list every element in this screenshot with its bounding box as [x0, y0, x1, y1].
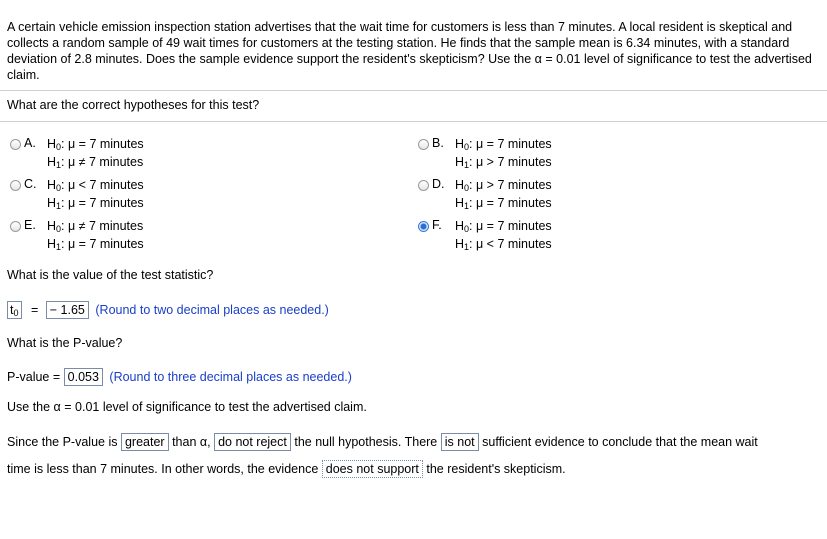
- conclusion-text: sufficient evidence to conclude that the mean wait: [482, 435, 758, 449]
- problem-statement: A certain vehicle emission inspection station advertises that the wait time for customers is less than 7 minutes. A local resident is skeptical and collects a random sample of 49 wait times for customers at the testing station. He finds that the sample mean is 6.34 minutes, with a standard deviation of 2.8 minutes. Does the sample evidence support the resident's skepticism? Use the α = 0.01 level of significance to test the advertised claim.: [7, 20, 812, 82]
- alternative-hypothesis: $H_1$: μ = 7 minutes: [47, 196, 144, 211]
- h-symbol: H: [455, 237, 465, 251]
- p-value-row: [7, 368, 352, 386]
- h-subscript: 0: [464, 224, 470, 234]
- question-test-statistic: What is the value of the test statistic?: [7, 268, 214, 282]
- option-hypotheses[interactable]: [47, 176, 144, 212]
- decision-dropdown[interactable]: do not reject: [214, 433, 291, 451]
- h-symbol: H: [455, 219, 465, 233]
- h-subscript: 0: [464, 183, 470, 193]
- t-symbol: t: [10, 303, 14, 317]
- h0-text: μ > 7 minutes: [476, 178, 552, 192]
- option-radio[interactable]: [10, 139, 21, 150]
- h1-text: μ = 7 minutes: [68, 237, 144, 251]
- alternative-hypothesis: $H_1$: μ < 7 minutes: [455, 237, 552, 252]
- h-symbol: H: [47, 137, 57, 151]
- option-letter: B.: [432, 136, 444, 150]
- conclusion-text: the resident's skepticism.: [426, 462, 566, 476]
- p-value-label: P-value =: [7, 370, 61, 384]
- question-significance: Use the α = 0.01 level of significance to test the advertised claim.: [7, 400, 367, 414]
- option-letter: E.: [24, 218, 36, 232]
- option-letter: A.: [24, 136, 36, 150]
- h-symbol: H: [455, 196, 465, 210]
- conclusion-line-2: [7, 460, 566, 478]
- null-hypothesis: $H_0$: μ = 7 minutes: [455, 137, 552, 152]
- conclusion-text: the null hypothesis. There: [294, 435, 438, 449]
- h-subscript: 1: [464, 242, 470, 252]
- h-symbol: H: [455, 137, 465, 151]
- option-hypotheses[interactable]: [455, 217, 552, 253]
- h1-text: μ > 7 minutes: [476, 155, 552, 169]
- conclusion-text: time is less than 7 minutes. In other words, the evidence: [7, 462, 319, 476]
- question-hypotheses: What are the correct hypotheses for this test?: [7, 98, 260, 112]
- option-radio[interactable]: [10, 221, 21, 232]
- option-letter: D.: [432, 177, 445, 191]
- h0-text: μ ≠ 7 minutes: [68, 219, 144, 233]
- divider: [0, 90, 827, 91]
- alternative-hypothesis: $H_1$: μ = 7 minutes: [455, 196, 552, 211]
- null-hypothesis: $H_0$: μ > 7 minutes: [455, 178, 552, 193]
- h-subscript: 1: [56, 160, 62, 170]
- conclusion-text: Since the P-value is: [7, 435, 118, 449]
- option-radio[interactable]: [418, 139, 429, 150]
- h-subscript: 1: [56, 201, 62, 211]
- option-radio[interactable]: [10, 180, 21, 191]
- p-value-hint: (Round to three decimal places as needed.): [109, 370, 352, 384]
- divider: [0, 121, 827, 122]
- alternative-hypothesis: $H_1$: μ ≠ 7 minutes: [47, 155, 144, 170]
- h0-text: μ = 7 minutes: [476, 137, 552, 151]
- option-hypotheses[interactable]: [455, 176, 552, 212]
- option-hypotheses[interactable]: [47, 135, 144, 171]
- t-subscript: 0: [13, 308, 19, 318]
- h-subscript: 0: [56, 224, 62, 234]
- option-hypotheses[interactable]: [455, 135, 552, 171]
- test-statistic-hint: (Round to two decimal places as needed.): [95, 303, 329, 317]
- h-subscript: 1: [464, 201, 470, 211]
- h-symbol: H: [47, 219, 57, 233]
- h1-text: μ = 7 minutes: [68, 196, 144, 210]
- p-value-input[interactable]: 0.053: [64, 368, 103, 386]
- test-statistic-symbol-box: [7, 301, 22, 319]
- alternative-hypothesis: $H_1$: μ > 7 minutes: [455, 155, 552, 170]
- h0-text: μ = 7 minutes: [476, 219, 552, 233]
- pvalue-comparison-dropdown[interactable]: greater: [121, 433, 169, 451]
- conclusion-text: than α,: [172, 435, 211, 449]
- test-statistic-row: [7, 301, 329, 319]
- null-hypothesis: $H_0$: μ < 7 minutes: [47, 178, 144, 193]
- question-p-value: What is the P-value?: [7, 336, 123, 350]
- h-subscript: 0: [464, 142, 470, 152]
- h1-text: μ < 7 minutes: [476, 237, 552, 251]
- option-letter: F.: [432, 218, 442, 232]
- null-hypothesis: $H_0$: μ ≠ 7 minutes: [47, 219, 144, 234]
- h-subscript: 1: [56, 242, 62, 252]
- evidence-dropdown[interactable]: is not: [441, 433, 479, 451]
- h0-text: μ = 7 minutes: [68, 137, 144, 151]
- h1-text: μ ≠ 7 minutes: [68, 155, 144, 169]
- option-letter: C.: [24, 177, 37, 191]
- h0-text: μ < 7 minutes: [68, 178, 144, 192]
- support-dropdown[interactable]: does not support: [322, 460, 423, 478]
- option-hypotheses[interactable]: [47, 217, 144, 253]
- h-symbol: H: [47, 178, 57, 192]
- test-statistic-input[interactable]: − 1.65: [46, 301, 89, 319]
- h-subscript: 1: [464, 160, 470, 170]
- h-symbol: H: [47, 196, 57, 210]
- h-subscript: 0: [56, 183, 62, 193]
- equals-sign: =: [30, 303, 39, 317]
- null-hypothesis: $H_0$: μ = 7 minutes: [455, 219, 552, 234]
- h-symbol: H: [455, 155, 465, 169]
- option-radio[interactable]: [418, 221, 429, 232]
- h1-text: μ = 7 minutes: [476, 196, 552, 210]
- option-radio[interactable]: [418, 180, 429, 191]
- h-symbol: H: [47, 237, 57, 251]
- h-symbol: H: [455, 178, 465, 192]
- conclusion-line-1: [7, 433, 758, 451]
- alternative-hypothesis: $H_1$: μ = 7 minutes: [47, 237, 144, 252]
- h-subscript: 0: [56, 142, 62, 152]
- null-hypothesis: $H_0$: μ = 7 minutes: [47, 137, 144, 152]
- h-symbol: H: [47, 155, 57, 169]
